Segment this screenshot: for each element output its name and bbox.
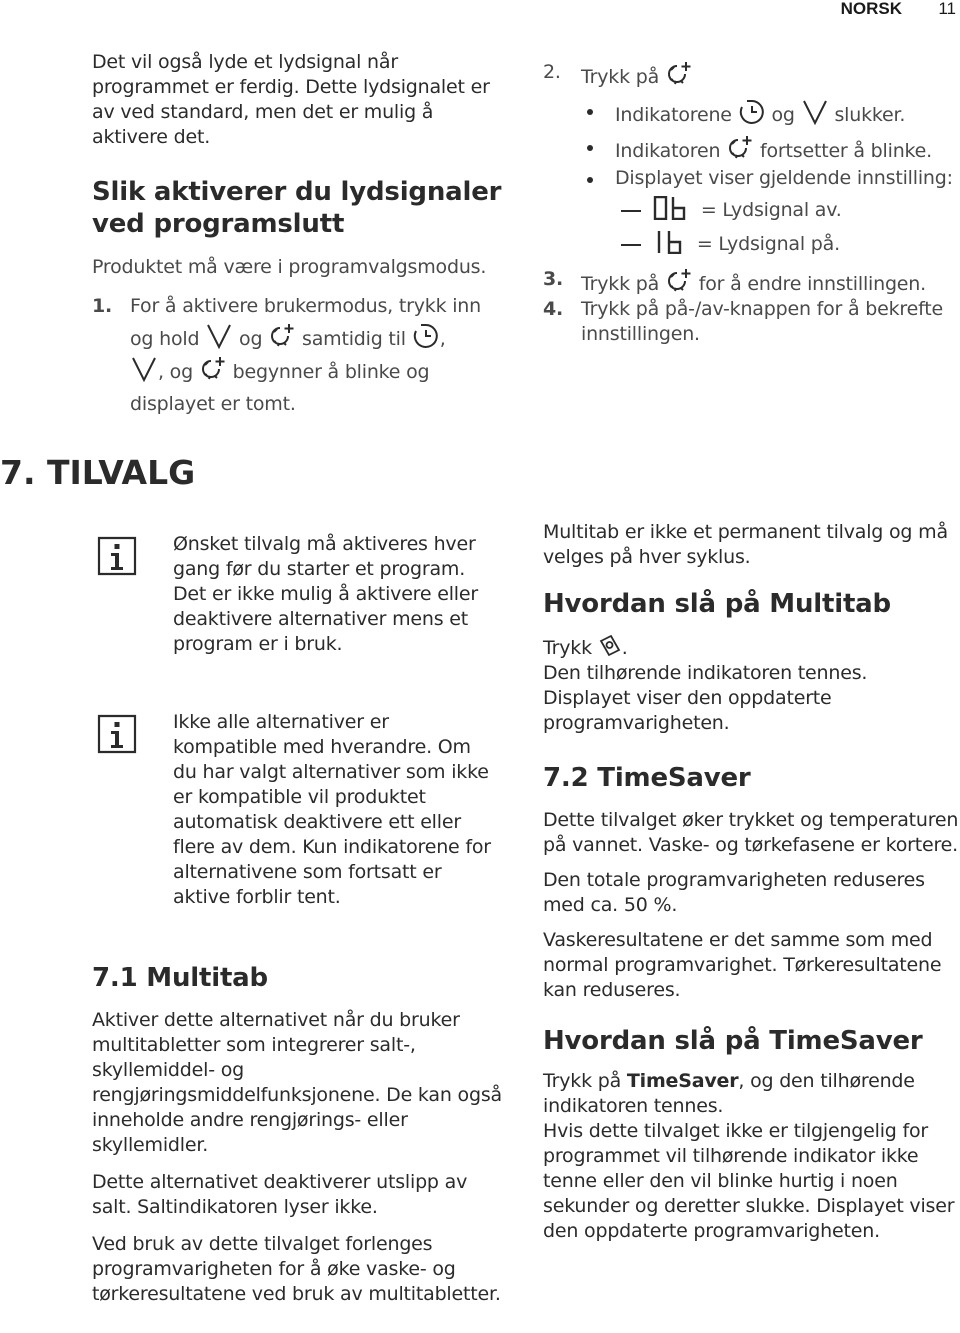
step-1-text-d: , xyxy=(439,328,446,350)
how-multitab-heading: Hvordan slå på Multitab xyxy=(543,589,891,619)
how-multitab-press-end: . xyxy=(621,637,628,659)
sound-heading: Slik aktiverer du lydsignaler ved programslutt xyxy=(92,177,502,239)
info-note-2-text: Ikke alle alternativer er kompatible med hverandre. Om du har valgt alternativer som ikke er kompatible vil produktet automatisk deaktivere ett eller flere av dem. Kun indikatorene for alternativene som fortsatt er aktive forblir tent. xyxy=(173,711,491,908)
step-4-number: 4. xyxy=(543,298,564,320)
multitab-paragraph-2: Dette alternativet deaktiverer utslipp av salt. Saltindikatoren lyser ikke. xyxy=(92,1171,468,1218)
sound-precondition: Produktet må være i programvalgsmodus. xyxy=(92,256,487,278)
how-multitab-paragraph: Den tilhørende indikatoren tennes. Displayet viser den oppdaterte programvarigheten. xyxy=(543,662,868,734)
multitab-section xyxy=(92,962,502,1307)
program-select-icon xyxy=(726,134,754,162)
step-4-text: Trykk på på-/av-knappen for å bekrefte innstillingen. xyxy=(581,298,944,345)
header-language: NORSK xyxy=(840,0,902,18)
info-note-1-text: Ønsket tilvalg må aktiveres hver gang før du starter et program. Det er ikke mulig å aktivere eller deaktivere alternativer mens et program er i bruk. xyxy=(173,533,478,655)
intro-paragraph: Det vil også lyde et lydsignal når programmet er ferdig. Dette lydsignalet er av ved standard, men det er mulig å aktivere det. xyxy=(92,51,490,148)
step-2 xyxy=(543,60,959,90)
chevron-down-icon xyxy=(205,322,233,350)
program-select-icon xyxy=(665,267,693,295)
setting-sound-off xyxy=(543,193,959,227)
step-1-text-f: begynner å blinke og displayet er tomt. xyxy=(130,361,430,415)
step-1-text-c: samtidig til xyxy=(302,328,406,350)
bullet-1-text-b: og xyxy=(771,104,795,126)
how-timesaver-heading: Hvordan slå på TimeSaver xyxy=(543,1026,923,1056)
bullet-indicator-blinks xyxy=(543,134,959,164)
multitab-note: Multitab er ikke et permanent tilvalg og må velges på hver syklus. xyxy=(543,521,948,568)
display-1b-icon xyxy=(653,230,691,254)
bullet-2-text-b: fortsetter å blinke. xyxy=(759,140,932,162)
setting-sound-on-text: = Lydsignal på. xyxy=(696,233,840,255)
step-1-text-b: og xyxy=(239,328,263,350)
info-icon xyxy=(95,712,139,756)
setting-sound-on xyxy=(543,227,959,261)
timesaver-paragraph-3: Vaskeresultatene er det samme som med normal programvarighet. Tørkeresultatene kan reduseres. xyxy=(543,929,942,1001)
page-header xyxy=(0,0,960,24)
how-multitab-press-text: Trykk xyxy=(543,637,592,659)
right-column xyxy=(543,60,959,347)
program-select-icon xyxy=(268,322,296,350)
how-timesaver-post: , og den tilhørende indikatoren tennes. xyxy=(543,1070,915,1117)
page-number: 11 xyxy=(938,0,956,18)
left-column xyxy=(92,50,502,420)
step-2-text: Trykk på xyxy=(581,66,660,88)
step-3-text-a: Trykk på xyxy=(581,273,660,295)
display-0b-icon xyxy=(653,196,695,220)
setting-sound-off-text: = Lydsignal av. xyxy=(700,199,842,221)
bullet-indicators-off xyxy=(543,98,959,128)
timesaver-heading: 7.2 TimeSaver xyxy=(543,763,751,793)
how-timesaver-press xyxy=(543,1069,959,1119)
bullet-3-text: Displayet viser gjeldende innstilling: xyxy=(615,167,953,189)
how-timesaver-pre: Trykk på xyxy=(543,1070,622,1092)
how-timesaver-paragraph: Hvis dette tilvalget ikke er tilgjengelig for programmet vil tilhørende indikator ikke tenne eller den vil blinke hurtig i noen sekunder og deretter slukke. Displayet viser den oppdaterte programvarigheten. xyxy=(543,1120,955,1242)
delay-timer-icon xyxy=(412,322,440,350)
timesaver-paragraph-1: Dette tilvalget øker trykket og temperaturen på vannet. Vaske- og tørkefasene er kortere. xyxy=(543,809,959,856)
multitab-paragraph-1: Aktiver dette alternativet når du bruker multitabletter som integrerer salt-, skyllemiddel- og rengjøringsmiddelfunksjonene. De kan også inneholde andre rengjørings- eller skyllemidler. xyxy=(92,1009,502,1156)
bullet-display-shows xyxy=(543,166,959,191)
program-select-icon xyxy=(665,60,693,88)
step-1-text-e: , og xyxy=(158,361,193,383)
step-2-number: 2. xyxy=(543,61,561,83)
step-1 xyxy=(92,290,502,420)
delay-timer-icon xyxy=(738,98,766,126)
bullet-2-text-a: Indikatoren xyxy=(615,140,721,162)
how-multitab-press xyxy=(543,634,959,661)
step-3 xyxy=(543,267,959,297)
right-lower-column xyxy=(543,520,959,1244)
info-icon xyxy=(95,534,139,578)
chevron-down-icon xyxy=(801,98,829,126)
multitab-paragraph-3: Ved bruk av dette tilvalget forlenges programvarigheten for å øke vaske- og tørkeresultatene ved bruk av multitabletter. xyxy=(92,1233,501,1305)
step-1-number: 1. xyxy=(92,295,113,317)
step-4 xyxy=(543,297,959,347)
bullet-1-text-a: Indikatorene xyxy=(615,104,732,126)
multitab-icon xyxy=(598,634,622,658)
how-timesaver-bold: TimeSaver xyxy=(626,1070,739,1092)
bullet-1-text-c: slukker. xyxy=(834,104,906,126)
section-title: 7. TILVALG xyxy=(0,453,196,492)
multitab-heading: 7.1 Multitab xyxy=(92,963,268,993)
step-3-text-b: for å endre innstillingen. xyxy=(698,273,926,295)
step-3-number: 3. xyxy=(543,268,564,290)
program-select-icon xyxy=(199,355,227,383)
timesaver-paragraph-2: Den totale programvarigheten reduseres med ca. 50 %. xyxy=(543,869,925,916)
chevron-down-icon xyxy=(130,355,158,383)
step-1-text-a: For å aktivere brukermodus, trykk inn og hold xyxy=(130,295,481,350)
